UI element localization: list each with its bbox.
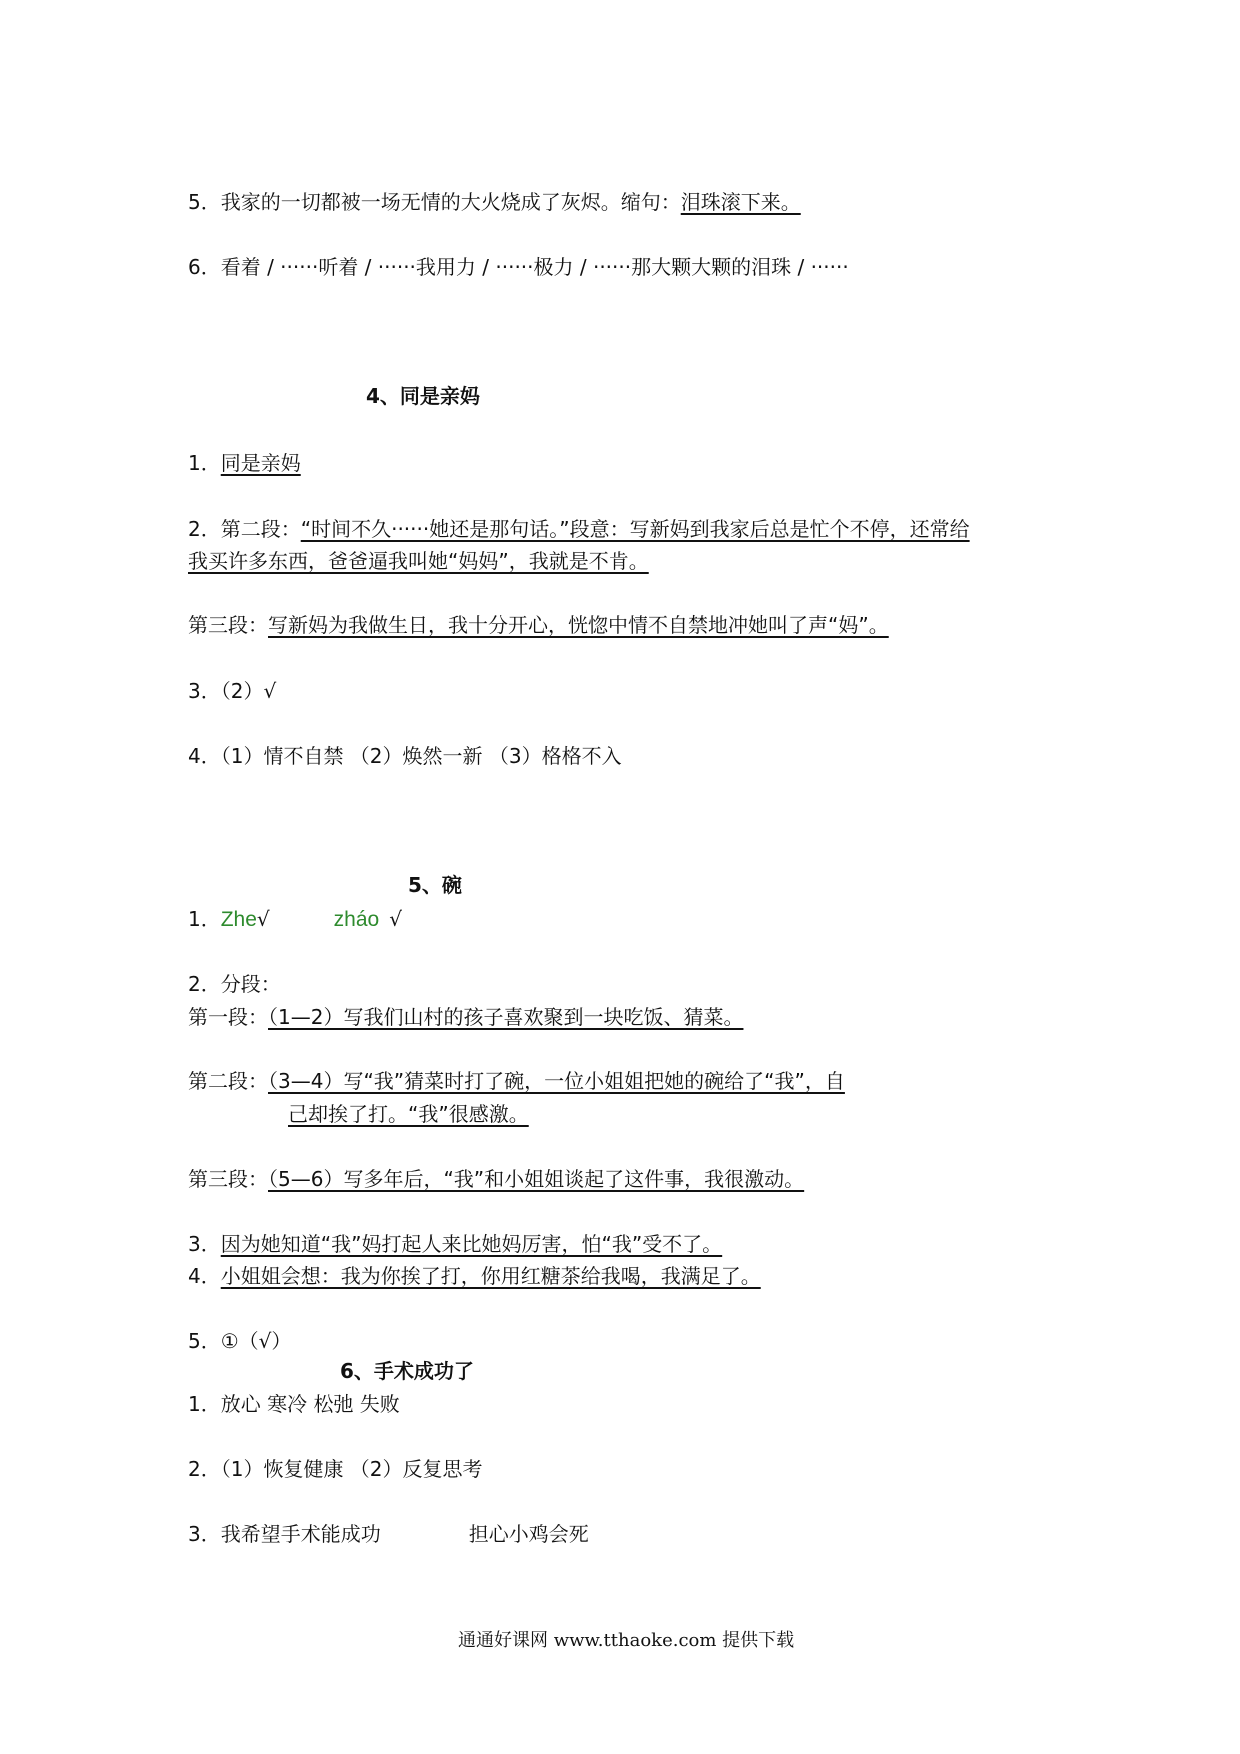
answer-5-3 bbox=[188, 1231, 722, 1257]
answer-4-3: 3．（2）√ bbox=[188, 679, 277, 703]
answer-3-5 bbox=[188, 189, 801, 215]
answer-5-2-part2-line2 bbox=[288, 1101, 529, 1127]
question-text: 第二段： bbox=[188, 1069, 268, 1093]
answer-5-2-part3 bbox=[188, 1166, 804, 1192]
section-title-4: 4、同是亲妈 bbox=[366, 384, 480, 408]
answer-6-1: 1．放心 寒冷 松弛 失败 bbox=[188, 1392, 400, 1416]
question-text: 第三段： bbox=[188, 613, 268, 637]
question-number: 4． bbox=[188, 1264, 221, 1288]
check-mark: √ bbox=[256, 907, 270, 931]
check-mark: √ bbox=[389, 907, 402, 931]
answer-part-a: 3．我希望手术能成功 bbox=[188, 1522, 381, 1546]
answer-6-2: 2．（1）恢复健康 （2）反复思考 bbox=[188, 1457, 483, 1481]
page-footer: 通通好课网 www.tthaoke.com 提供下载 bbox=[458, 1630, 795, 1651]
question-text: 5．我家的一切都被一场无情的大火烧成了灰烬。缩句： bbox=[188, 190, 681, 214]
question-number: 1． bbox=[188, 451, 221, 475]
answer-text: “时间不久······她还是那句话。”段意：写新妈到我家后总是忙个不停，还常给 bbox=[300, 517, 970, 541]
answer-text: （3—4）写“我”猜菜时打了碗，一位小姐姐把她的碗给了“我”，自 bbox=[268, 1069, 845, 1093]
answer-6-3 bbox=[188, 1521, 589, 1547]
answer-5-2-part1 bbox=[188, 1004, 743, 1030]
section-title-6: 6、手术成功了 bbox=[340, 1359, 474, 1383]
answer-text: 因为她知道“我”妈打起人来比她妈厉害，怕“我”受不了。 bbox=[220, 1232, 723, 1256]
pinyin-b: zháo bbox=[333, 908, 380, 931]
question-text: 第一段： bbox=[188, 1005, 268, 1029]
answer-5-4 bbox=[188, 1263, 761, 1289]
section-title-5: 5、碗 bbox=[408, 873, 462, 897]
answer-5-1 bbox=[188, 906, 402, 933]
answer-text: （5—6）写多年后，“我”和小姐姐谈起了这件事，我很激动。 bbox=[268, 1167, 805, 1191]
answer-5-2-part2-line1 bbox=[188, 1068, 845, 1094]
answer-4-2-third bbox=[188, 612, 889, 638]
answer-text: 同是亲妈 bbox=[220, 451, 301, 475]
answer-4-2-line2 bbox=[188, 548, 649, 574]
question-number: 1． bbox=[188, 907, 221, 931]
answer-text: 小姐姐会想：我为你挨了打，你用红糖茶给我喝，我满足了。 bbox=[220, 1264, 761, 1288]
answer-text: 泪珠滚下来。 bbox=[680, 190, 801, 214]
answer-text: 写新妈为我做生日，我十分开心，恍惚中情不自禁地冲她叫了声“妈”。 bbox=[268, 613, 889, 637]
answer-5-5: 5．①（√） bbox=[188, 1329, 292, 1353]
answer-text: （1—2）写我们山村的孩子喜欢聚到一块吃饭、猜菜。 bbox=[268, 1005, 744, 1029]
question-number: 3． bbox=[188, 1232, 221, 1256]
question-text: 第三段： bbox=[188, 1167, 268, 1191]
answer-4-4: 4．（1）情不自禁 （2）焕然一新 （3）格格不入 bbox=[188, 744, 622, 768]
question-text: 2．第二段： bbox=[188, 517, 301, 541]
answer-text: 己却挨了打。“我”很感激。 bbox=[288, 1102, 529, 1126]
answer-4-1 bbox=[188, 450, 301, 476]
answer-part-b: 担心小鸡会死 bbox=[468, 1522, 589, 1546]
answer-5-2: 2．分段： bbox=[188, 972, 281, 996]
answer-3-6: 6．看着 / ······听着 / ······我用力 / ······极力 / ······那大颗大颗的泪珠 / ······ bbox=[188, 255, 849, 279]
answer-4-2-line1 bbox=[188, 516, 970, 542]
pinyin-a: Zhe bbox=[220, 908, 257, 931]
answer-text: 我买许多东西，爸爸逼我叫她“妈妈”，我就是不肯。 bbox=[188, 549, 649, 573]
